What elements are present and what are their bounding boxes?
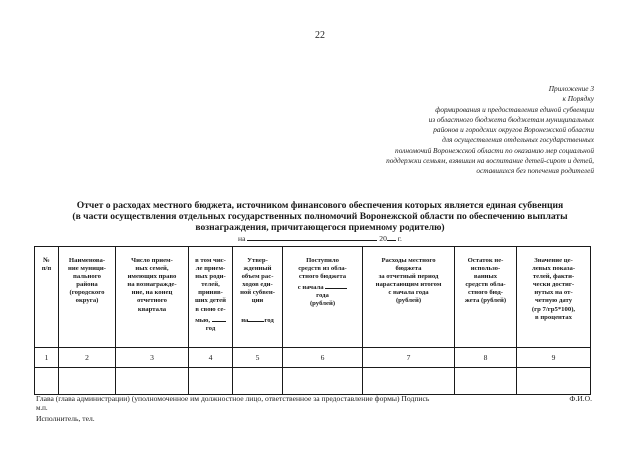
stamp-place-label: м.п. xyxy=(36,404,48,412)
date-year-blank-field[interactable] xyxy=(387,233,396,241)
received-year-blank xyxy=(325,281,347,289)
appendix-line: для осуществления отдельных государственных xyxy=(442,135,594,145)
data-cell[interactable] xyxy=(283,368,363,395)
appendix-line: к Порядку xyxy=(562,94,594,104)
parents-year-blank xyxy=(212,314,226,322)
header-cell-balance: Остаток не- использо- ванных средств обла- стного бюд- жета (рублей) xyxy=(455,247,517,348)
appendix-line: районов и городских округов Воронежской области xyxy=(433,125,594,135)
data-cell[interactable] xyxy=(233,368,283,395)
column-number-cell: 5 xyxy=(233,348,283,368)
header-cell-parents: в том чис- ле прием- ных роди- телей, приняв- ших детей в свою се- мью, год xyxy=(189,247,233,348)
header-cell-index: № п/п xyxy=(35,247,59,348)
header-cell-approved-volume: Утвер- жденный объем рас- ходов еди- ной субвен- ции на год xyxy=(233,247,283,348)
date-suffix: г. xyxy=(397,234,402,243)
appendix-line: поддержки семьям, взявшим на воспитание детей-сирот и детей, xyxy=(386,156,594,166)
data-cell[interactable] xyxy=(455,368,517,395)
data-cell[interactable] xyxy=(517,368,591,395)
signature-head-text: Глава (глава администрации) (уполномоченное им должностное лицо, ответственное за предоставление формы) Подпись xyxy=(36,394,430,403)
page-number: 22 xyxy=(315,30,325,41)
data-cell[interactable] xyxy=(59,368,116,395)
appendix-line: полномочий Воронежской области по оказанию мер социальной xyxy=(395,145,594,155)
column-number-cell: 3 xyxy=(116,348,189,368)
date-blank-field[interactable] xyxy=(247,233,377,241)
signature-line xyxy=(36,394,606,403)
column-number-cell: 6 xyxy=(283,348,363,368)
appendix-line: формирования и предоставления единой субвенции xyxy=(435,104,594,114)
table-header-row xyxy=(35,247,591,348)
header-cell-expenses: Расходы местного бюджета за отчетный период нарастающим итогом с начала года (рублей) xyxy=(363,247,455,348)
appendix-line: из областного бюджета бюджетам муниципальных xyxy=(428,114,594,124)
appendix-block xyxy=(274,84,594,177)
column-number-cell: 7 xyxy=(363,348,455,368)
executor-label: Исполнитель, тел. xyxy=(36,414,95,423)
header-cell-families: Число прием- ных семей, имеющих право на вознагражде- ние, на конец отчетного квартала xyxy=(116,247,189,348)
data-cell[interactable] xyxy=(189,368,233,395)
header-cell-district: Наименова- ние муници- пального района (городского округа) xyxy=(59,247,116,348)
appendix-line: оставшихся без попечения родителей xyxy=(476,166,594,176)
report-title-line: вознаграждения, причитающегося приемному родителю) xyxy=(195,222,445,233)
report-title xyxy=(20,200,620,233)
data-cell[interactable] xyxy=(35,368,59,395)
report-table xyxy=(34,246,591,395)
report-title-line: (в части осуществления отдельных государственных полномочий Воронежской области по обеспечению выплаты xyxy=(72,211,568,222)
date-prefix: на xyxy=(238,234,246,243)
column-number-cell: 2 xyxy=(59,348,116,368)
table-row xyxy=(35,368,591,395)
approved-year-blank xyxy=(248,314,264,322)
column-number-cell: 1 xyxy=(35,348,59,368)
date-year-prefix: 20 xyxy=(379,234,387,243)
report-title-line: Отчет о расходах местного бюджета, источником финансового обеспечения которых является единая субвенция xyxy=(76,200,564,211)
data-cell[interactable] xyxy=(116,368,189,395)
column-number-row xyxy=(35,348,591,368)
column-number-cell: 9 xyxy=(517,348,591,368)
report-date-line xyxy=(0,233,640,243)
data-cell[interactable] xyxy=(363,368,455,395)
signature-fio: Ф.И.О. xyxy=(569,394,592,403)
header-cell-indicator: Значение це- левых показа- телей, факти- чески достиг- нутых на от- четную дату (гр 7/гр5*100), в процентах xyxy=(517,247,591,348)
header-cell-received: Поступило средств из обла- стного бюджета с начала года (рублей) xyxy=(283,247,363,348)
column-number-cell: 4 xyxy=(189,348,233,368)
appendix-line: Приложение 3 xyxy=(548,84,594,93)
column-number-cell: 8 xyxy=(455,348,517,368)
